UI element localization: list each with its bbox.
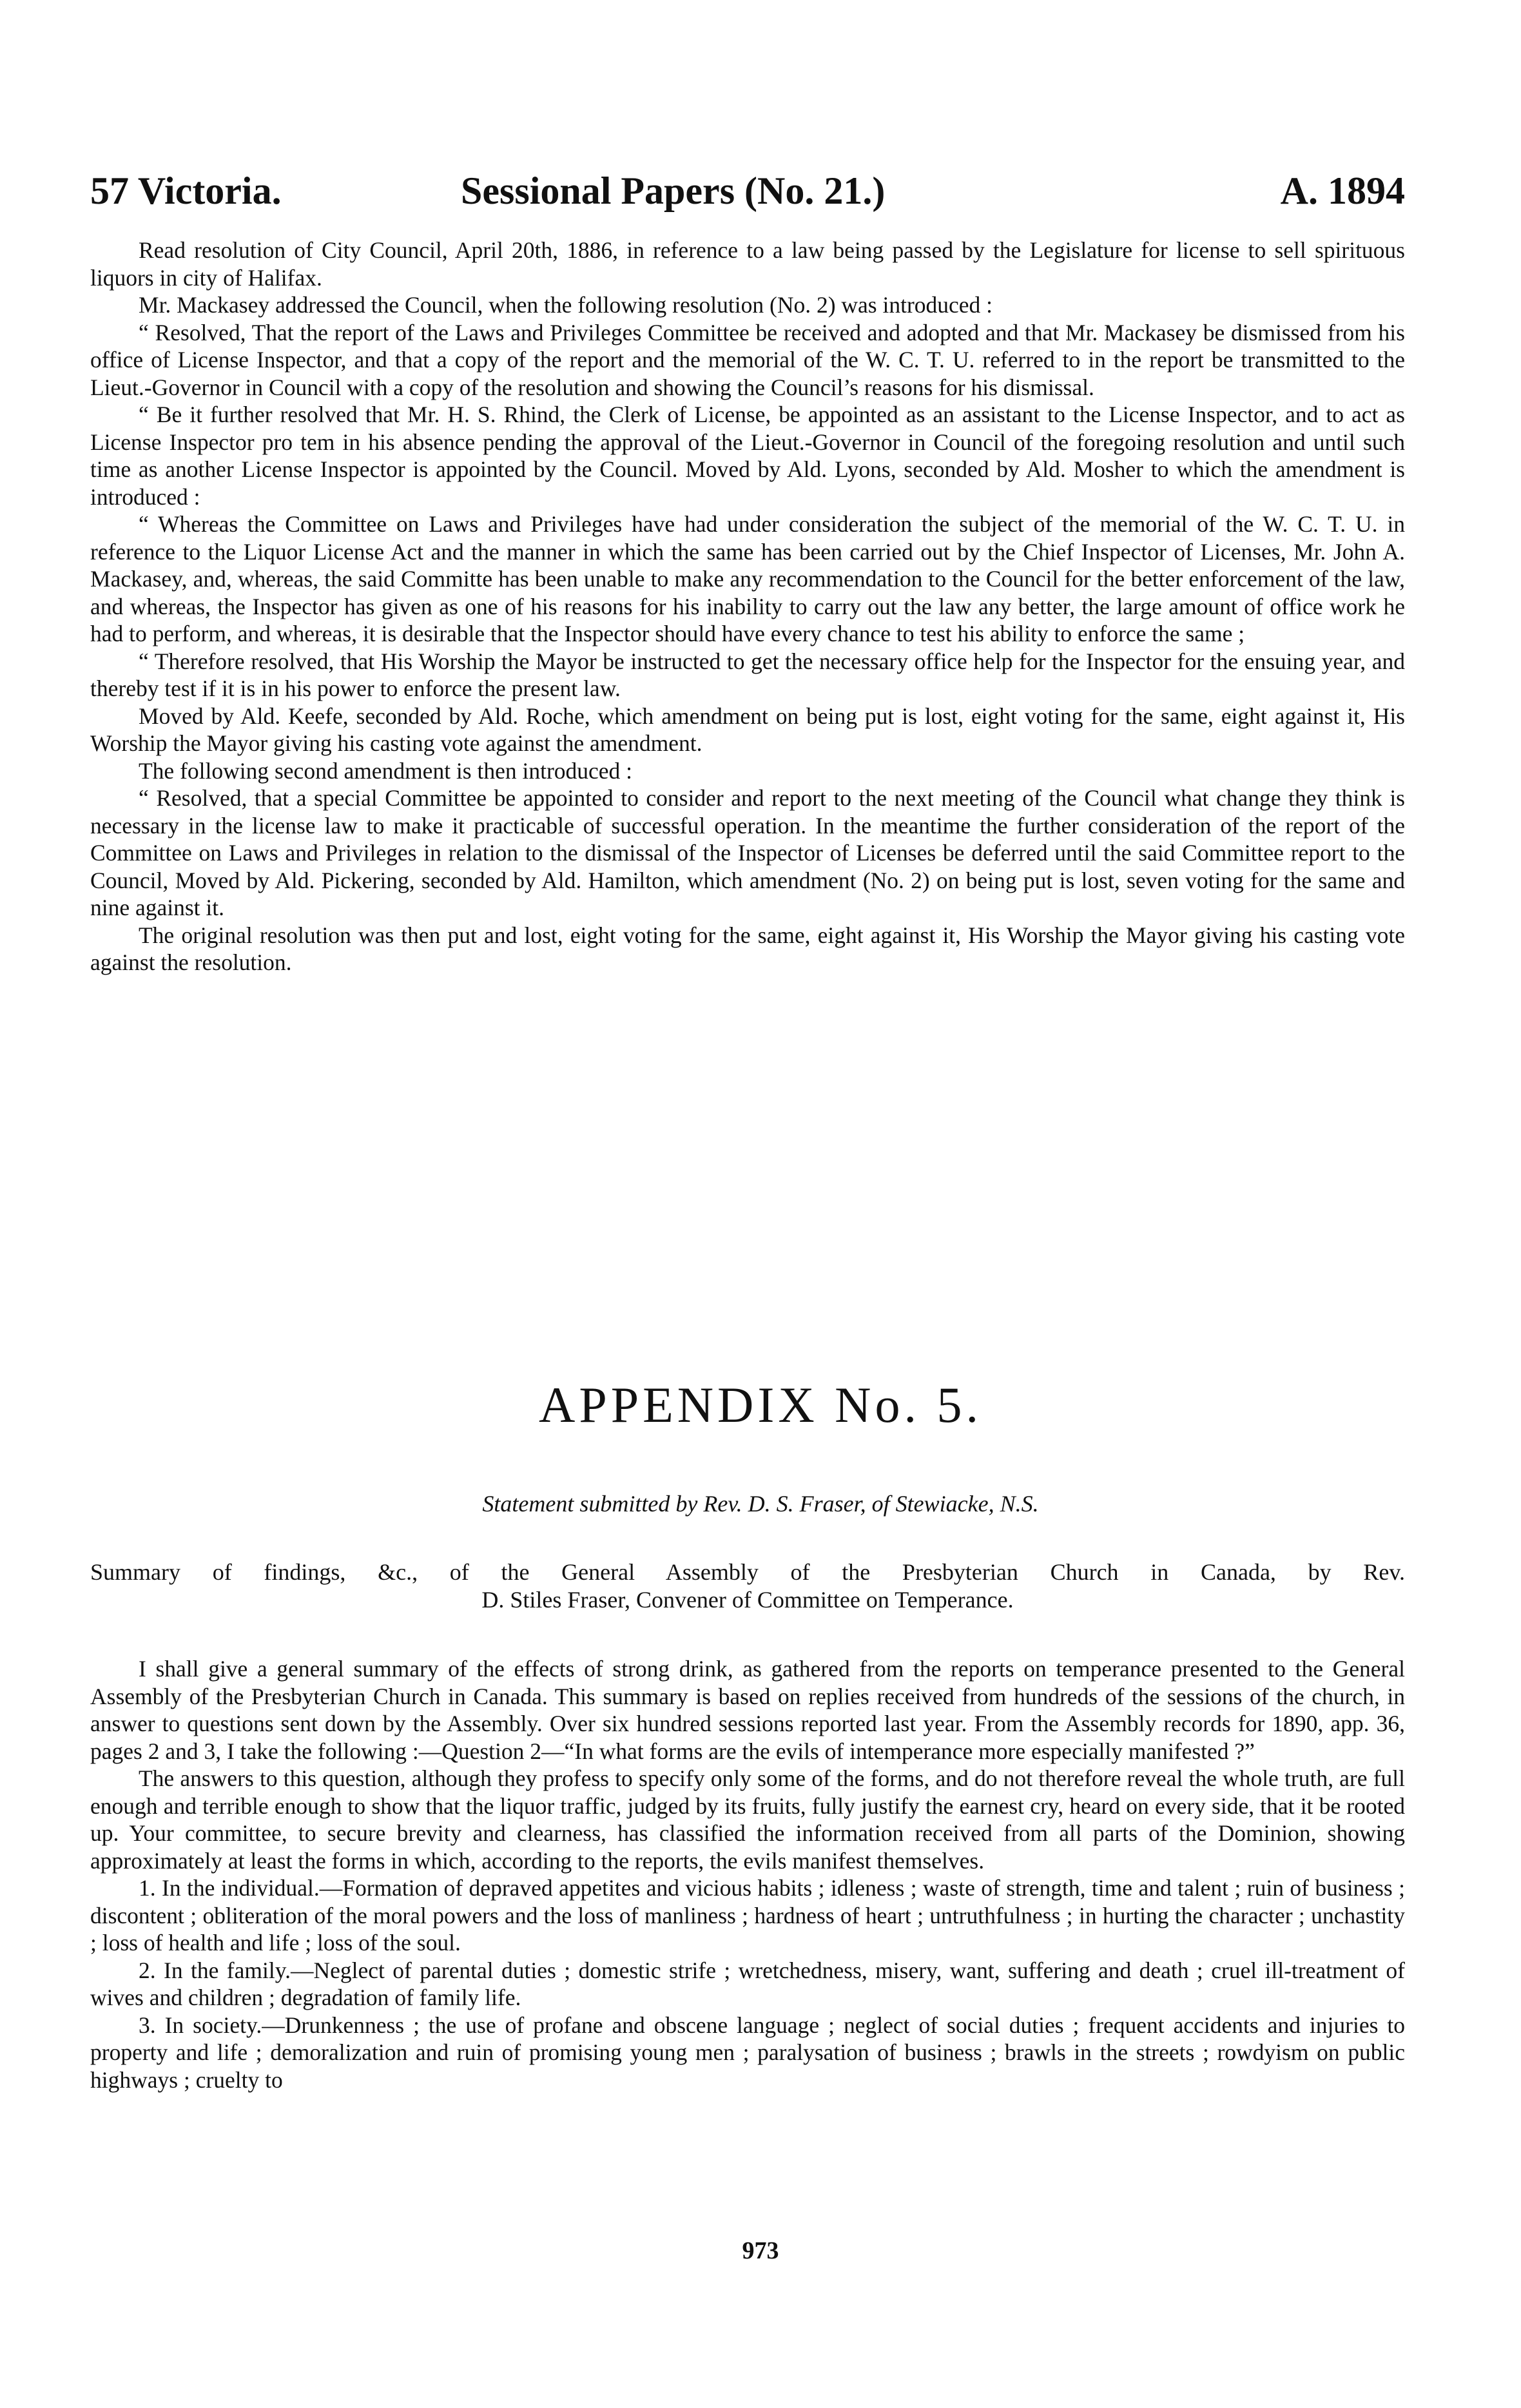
paragraph: “ Therefore resolved, that His Worship the Mayor be instructed to get the necessary office help for the Inspector for the ensuing year, and thereby test if it is in his power to enforce the present law. (90, 648, 1405, 701)
council-resolution-text (90, 237, 1405, 976)
paragraph: Moved by Ald. Keefe, seconded by Ald. Roche, which amendment on being put is lost, eight voting for the same, eight against it, His Worship the Mayor giving his casting vote against the amendment. (90, 703, 1405, 756)
summary-line: Summary of findings, &c., of the General Assembly of the Presbyterian Church in Canada, by Rev. (90, 1559, 1405, 1585)
summary-line: D. Stiles Fraser, Convener of Committee on Temperance. (481, 1586, 1014, 1613)
paragraph: Mr. Mackasey addressed the Council, when the following resolution (No. 2) was introduced : (139, 292, 993, 318)
summary-body-text (90, 1655, 1405, 2093)
paragraph: “ Whereas the Committee on Laws and Privileges have had under consideration the subject of the memorial of the W. C. T. U. in reference to the Liquor License Act and the manner in which the same has been carried out by the Chief Inspector of Licenses, Mr. John A. Mackasey, and, whereas, the said Committe has been unable to make any recommendation to the Council for the better enforcement of the law, and whereas, the Inspector has given as one of his reasons for his inability to carry out the law any better, the large amount of office work he had to perform, and whereas, it is desirable that the Inspector should have every chance to test his ability to enforce the same ; (90, 511, 1405, 646)
paragraph: The original resolution was then put and lost, eight voting for the same, eight against it, His Worship the Mayor giving his casting vote against the resolution. (90, 922, 1405, 975)
appendix-heading: APPENDIX No. 5. (538, 1377, 983, 1433)
header-year: A. 1894 (1280, 170, 1405, 212)
paragraph: 2. In the family.—Neglect of parental duties ; domestic strife ; wretchedness, misery, want, suffering and death ; cruel ill-treatment of wives and children ; degradation of family life. (90, 1957, 1405, 2010)
appendix-subtitle: Statement submitted by Rev. D. S. Fraser, of Stewiacke, N.S. (482, 1491, 1039, 1517)
paragraph: “ Resolved, that a special Committee be appointed to consider and report to the next meeting of the Council what change they think is necessary in the license law to make it practicable of successful operation. In the meantime the further consideration of the report of the Committee on Laws and Privileges in relation to the dismissal of the Inspector of Licenses be deferred until the said Committee report to the Council, Moved by Ald. Pickering, seconded by Ald. Hamilton, which amendment (No. 2) on being put is lost, seven voting for the same and nine against it. (90, 785, 1405, 920)
page-number: 973 (742, 2237, 779, 2264)
paragraph: I shall give a general summary of the effects of strong drink, as gathered from the reports on temperance presented to the General Assembly of the Presbyterian Church in Canada. This summary is based on replies received from hundreds of the sessions of the church, in answer to questions sent down by the Assembly. Over six hundred sessions reported last year. From the Assembly records for 1890, app. 36, pages 2 and 3, I take the following :—Question 2—“In what forms are the evils of intemperance more especially manifested ?” (90, 1656, 1405, 1764)
paragraph: The following second amendment is then introduced : (139, 757, 633, 784)
header-volume: 57 Victoria. (90, 170, 282, 212)
paragraph: Read resolution of City Council, April 20th, 1886, in reference to a law being passed by the Legislature for license to sell spirituous liquors in city of Halifax. (90, 237, 1405, 291)
paragraph: 3. In society.—Drunkenness ; the use of profane and obscene language ; neglect of social duties ; frequent accidents and injuries to property and life ; demoralization and ruin of promising young men ; paralysation of business ; brawls in the streets ; rowdyism on public highways ; cruelty to (90, 2012, 1405, 2093)
summary-heading (90, 1558, 1405, 1613)
paragraph: The answers to this question, although they profess to specify only some of the forms, and do not therefore reveal the whole truth, are full enough and terrible enough to show that the liquor traffic, judged by its fruits, fully justify the earnest cry, heard on every side, that it be rooted up. Your committee, to secure brevity and clearness, has classified the information received from all parts of the Dominion, showing approximately at least the forms in which, according to the reports, the evils manifest themselves. (90, 1765, 1405, 1874)
paragraph: “ Be it further resolved that Mr. H. S. Rhind, the Clerk of License, be appointed as an assistant to the License Inspector, and to act as License Inspector pro tem in his absence pending the approval of the Lieut.-Governor in Council of the foregoing resolution and until such time as another License Inspector is appointed by the Council. Moved by Ald. Lyons, seconded by Ald. Mosher to which the amendment is introduced : (90, 402, 1405, 510)
header-title: Sessional Papers (No. 21.) (461, 170, 886, 212)
paragraph: “ Resolved, That the report of the Laws and Privileges Committee be received and adopted and that Mr. Mackasey be dismissed from his office of License Inspector, and that a copy of the report and the memorial of the W. C. T. U. referred to in the report be transmitted to the Lieut.-Governor in Council with a copy of the resolution and showing the Council’s reasons for his dismissal. (90, 319, 1405, 400)
running-header (90, 169, 1405, 220)
paragraph: 1. In the individual.—Formation of depraved appetites and vicious habits ; idleness ; waste of strength, time and talent ; ruin of business ; discontent ; obliteration of the moral powers and the loss of manliness ; hardness of heart ; untruthfulness ; in hurting the character ; unchastity ; loss of health and life ; loss of the soul. (90, 1875, 1405, 1956)
